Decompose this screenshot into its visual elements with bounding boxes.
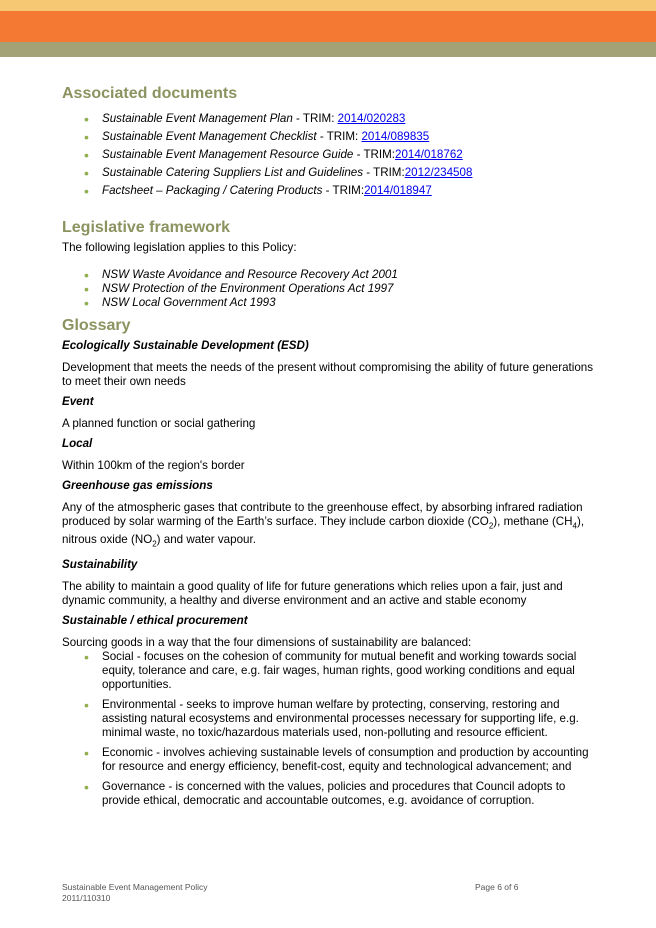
legislative-intro: The following legislation applies to this Policy: [62,241,297,254]
list-item [62,112,602,126]
footer-reference: 2011/110310 [62,893,111,903]
bullet-icon: • [84,696,89,713]
bullet-icon: • [84,744,89,761]
trim-label: - TRIM: [356,148,396,161]
legislation-title: NSW Local Government Act 1993 [102,296,276,309]
legislation-title: NSW Protection of the Environment Operations Act 1997 [102,282,394,295]
list-item [62,746,602,774]
legislative-framework-heading: Legislative framework [62,219,231,236]
definition-text: ), methane (CH [493,515,573,528]
associated-documents-list [62,112,602,198]
trim-link[interactable]: 2014/018762 [395,148,463,161]
glossary-definition-greenhouse [62,501,602,552]
document-title: Factsheet – Packaging / Catering Products [102,184,323,197]
list-item [62,780,602,808]
sustainability-dimensions-list [62,650,602,808]
list-item [62,698,602,740]
glossary-term-greenhouse: Greenhouse gas emissions [62,479,213,492]
footer-page-number: Page 6 of 6 [475,882,519,892]
trim-label: - TRIM: [366,166,405,179]
glossary-definition-event: A planned function or social gathering [62,417,256,430]
list-item [62,166,602,180]
list-item [62,650,602,692]
dimension-text: Economic - involves achieving sustainable levels of consumption and production by accounting for resource and energy efficiency, benefit-cost, equity and technological advancement; and [102,745,589,773]
trim-label: - TRIM: [322,184,365,197]
glossary-definition-procurement: Sourcing goods in a way that the four dimensions of sustainability are balanced: [62,635,472,649]
list-item [62,282,602,296]
page-footer [62,882,522,904]
bullet-icon: • [84,183,89,199]
list-item [62,268,602,282]
bullet-icon: • [84,129,89,145]
footer-document-title: Sustainable Event Management Policy [62,882,208,892]
document-title: Sustainable Event Management Checklist [102,130,317,143]
glossary-term-local: Local [62,437,93,450]
document-title: Sustainable Event Management Plan [102,112,293,125]
associated-documents-heading: Associated documents [62,85,238,102]
list-item [62,148,602,162]
trim-label: - TRIM: [292,112,338,125]
glossary-term-procurement: Sustainable / ethical procurement [62,613,248,627]
glossary-term-esd: Ecologically Sustainable Development (ESD) [62,339,309,352]
glossary-heading: Glossary [62,317,131,334]
glossary-definition-esd: Development that meets the needs of the present without compromising the ability of future generations to meet their own needs [62,361,594,388]
header-band-orange [0,11,656,42]
document-title: Sustainable Event Management Resource Guide [102,148,357,161]
bullet-icon: • [84,267,89,283]
list-item [62,184,602,198]
glossary-definition-sustainability: The ability to maintain a good quality of life for future generations which relies upon a fair, just and dynamic community, a healthy and diverse environment and an active and stable economy [62,579,563,607]
bullet-icon: • [84,648,89,665]
dimension-text: Governance - is concerned with the values, policies and procedures that Council adopts to provide ethical, democratic and accountable outcomes, e.g. avoidance of corruption. [102,779,566,807]
bullet-icon: • [84,295,89,311]
bullet-icon: • [84,165,89,181]
bullet-icon: • [84,778,89,795]
subscript: 2 [152,539,157,549]
bullet-icon: • [84,281,89,297]
legislation-list [62,268,602,310]
glossary-term-sustainability: Sustainability [62,557,138,571]
trim-link[interactable]: 2014/020283 [337,112,406,125]
header-band-green [0,42,656,57]
trim-label: - TRIM: [316,130,362,143]
dimension-text: Social - focuses on the cohesion of community for mutual benefit and working towards social equity, tolerance and care, e.g. fair wages, human rights, good working conditions and equal opportunities. [102,649,577,691]
list-item [62,130,602,144]
glossary-definition-local: Within 100km of the region's border [62,459,245,472]
document-title: Sustainable Catering Suppliers List and Guidelines [102,166,367,179]
definition-text: ) and water vapour. [156,533,256,547]
trim-link[interactable]: 2014/018947 [364,184,432,197]
glossary-term-event: Event [62,395,94,408]
definition-text: Any of the atmospheric gases that contribute to the greenhouse effect, by absorbing infrared radiation produced by solar warming of the Earth’s surface. They include carbon dioxide (CO [62,501,583,528]
trim-link[interactable]: 2012/234508 [404,166,473,179]
bullet-icon: • [84,147,89,163]
legislation-title: NSW Waste Avoidance and Resource Recovery Act 2001 [102,268,398,281]
list-item [62,296,602,310]
subscript: 4 [572,521,577,531]
bullet-icon: • [84,111,89,127]
subscript: 2 [488,521,494,531]
document-body [62,84,602,814]
header-band-yellow [0,0,656,11]
dimension-text: Environmental - seeks to improve human welfare by protecting, conserving, restoring and assisting natural ecosystems and environmental processes necessary for supporting life, e.g. minimal waste, no toxic/hazardous materials used, non-polluting and resource efficient. [102,697,579,739]
definition-text: ), nitrous oxide (NO [62,515,585,547]
trim-link[interactable]: 2014/089835 [361,130,430,143]
